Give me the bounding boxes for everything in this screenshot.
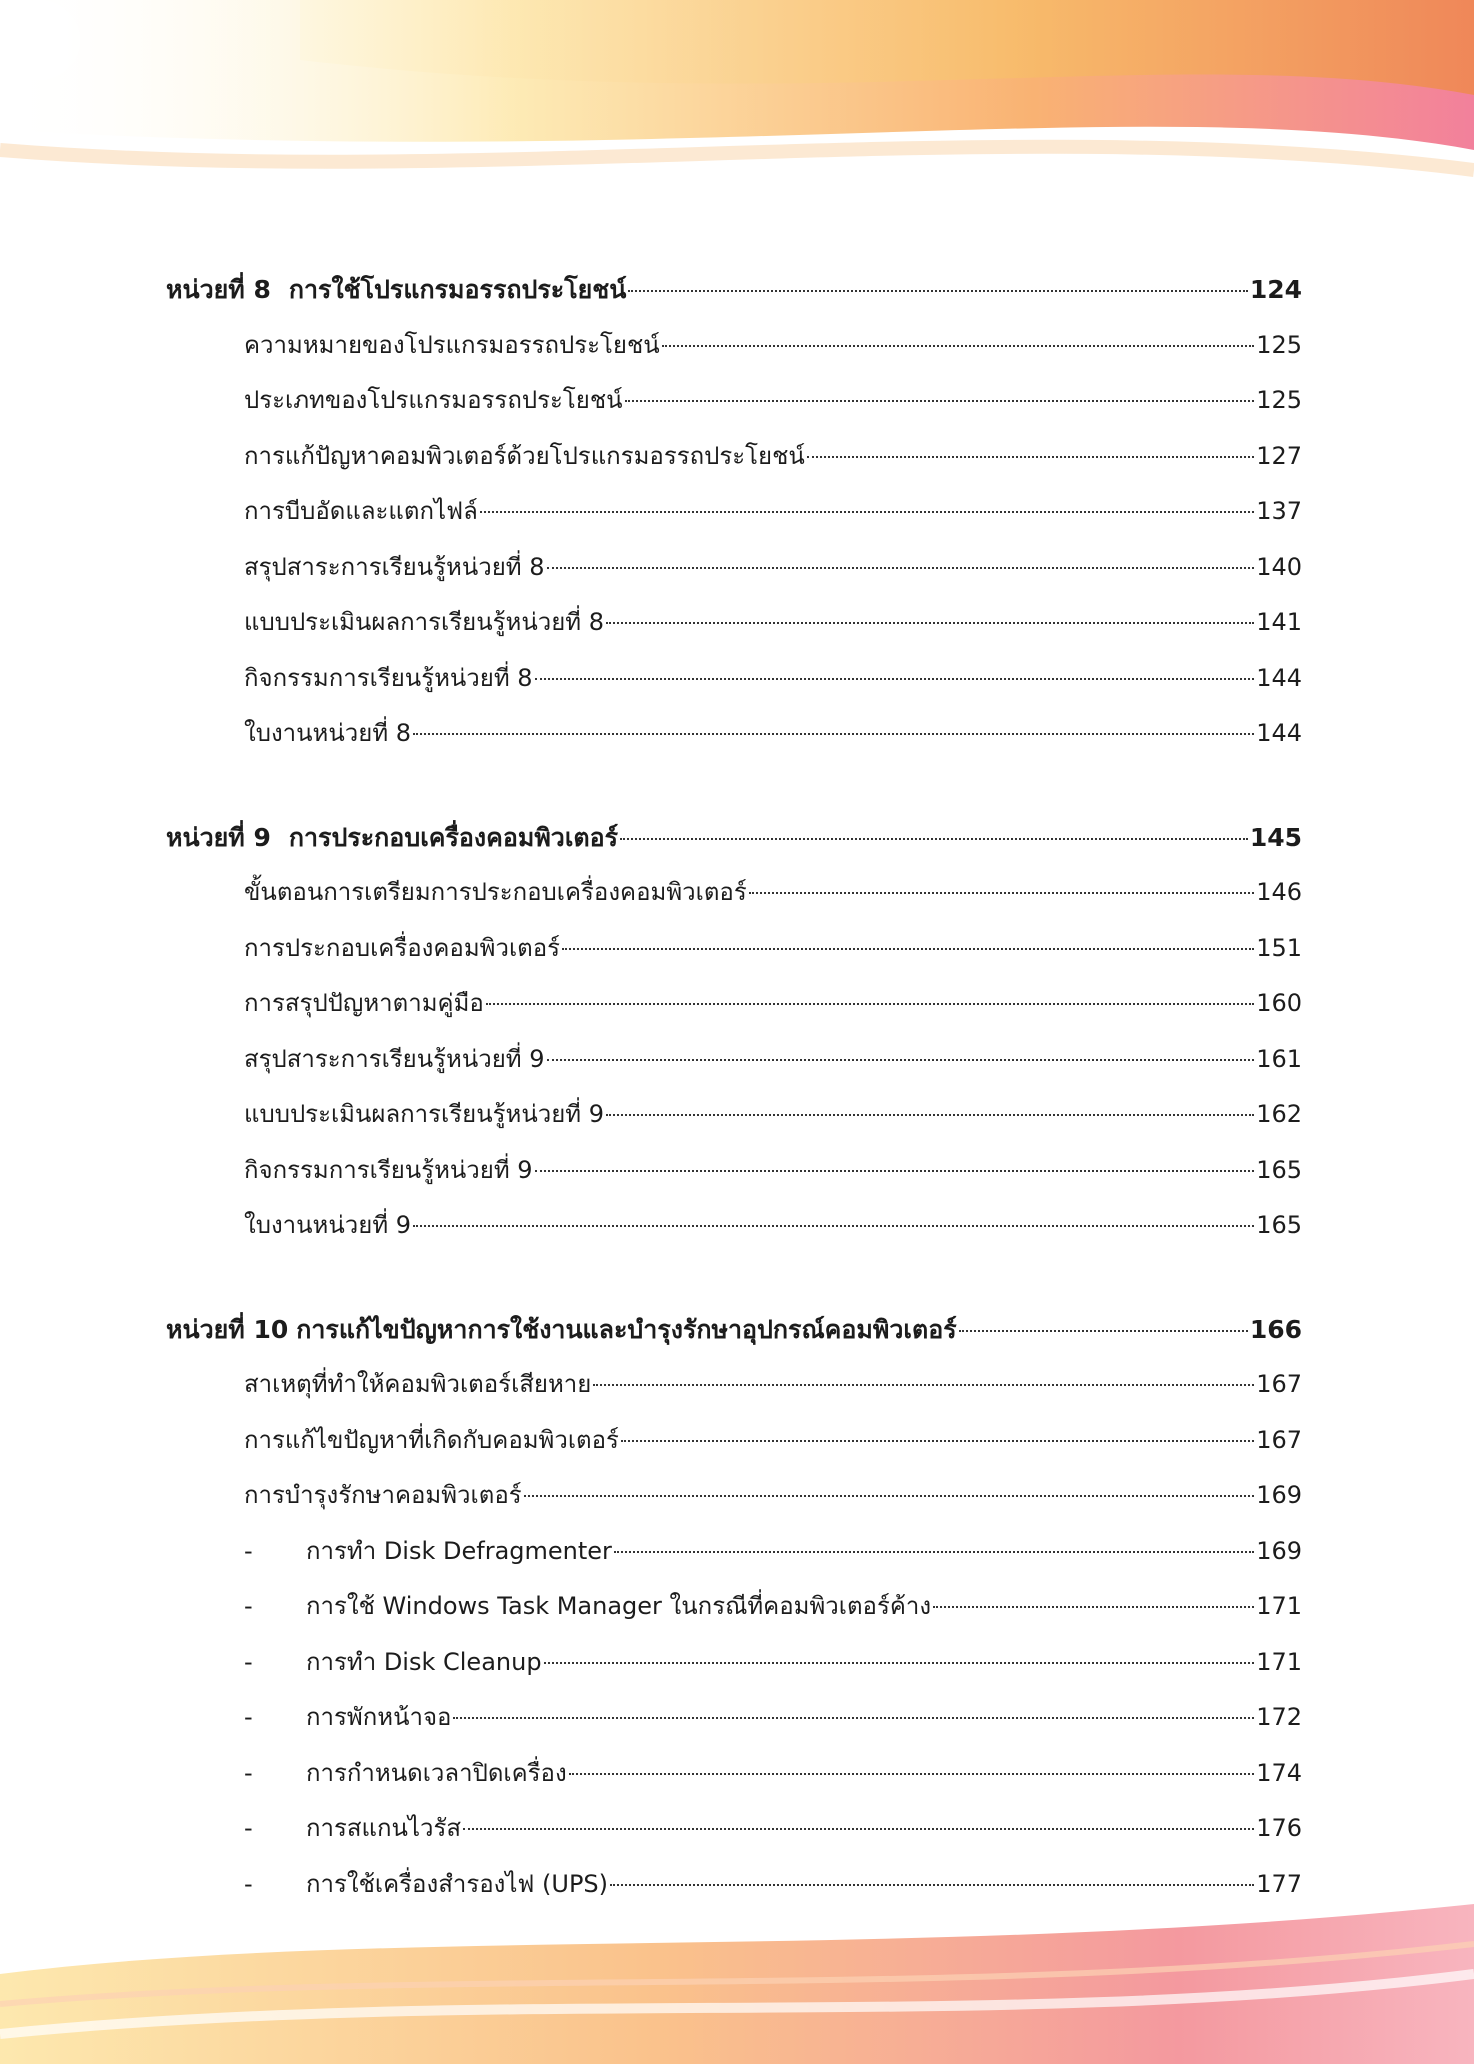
toc-entry[interactable]: การประกอบเครื่องคอมพิวเตอร์ 151 — [166, 921, 1302, 977]
dot-leader — [625, 400, 1255, 402]
page-number: 146 — [1256, 878, 1302, 906]
dot-leader — [614, 1551, 1254, 1553]
page-number: 141 — [1256, 608, 1302, 636]
dot-leader — [621, 1440, 1254, 1442]
toc-subentry[interactable]: - การกำหนดเวลาปิดเครื่อง 174 — [166, 1746, 1302, 1802]
page-number: 145 — [1249, 822, 1302, 852]
page-number: 171 — [1256, 1647, 1302, 1676]
dot-leader — [569, 1773, 1255, 1775]
toc-unit-heading[interactable] — [166, 810, 1302, 866]
toc-unit-heading[interactable] — [166, 1302, 1302, 1358]
dot-leader — [606, 1114, 1254, 1116]
page-number: 165 — [1256, 1211, 1302, 1239]
table-of-contents — [166, 262, 1302, 1960]
toc-subentry[interactable]: - การทำ Disk Cleanup 171 — [166, 1635, 1302, 1691]
dot-leader — [933, 1606, 1254, 1608]
dot-leader — [628, 290, 1247, 292]
page-number: 144 — [1256, 663, 1302, 692]
dot-leader — [807, 456, 1254, 458]
page-number: 167 — [1256, 1370, 1302, 1398]
page-number: 151 — [1256, 933, 1302, 962]
dot-leader — [662, 345, 1255, 347]
toc-entry[interactable]: การแก้ไขปัญหาที่เกิดกับคอมพิวเตอร์ 167 — [166, 1413, 1302, 1469]
dot-leader — [620, 838, 1248, 840]
unit-label: หน่วยที่ 8 — [166, 275, 271, 304]
page-number: 161 — [1256, 1044, 1302, 1073]
dot-leader — [535, 1170, 1255, 1172]
toc-section-unit-10 — [166, 1302, 1302, 1913]
page-number: 167 — [1256, 1425, 1302, 1454]
dot-leader — [524, 1495, 1255, 1497]
toc-entry[interactable]: กิจกรรมการเรียนรู้หน่วยที่ 8 144 — [166, 651, 1302, 707]
dot-leader — [413, 733, 1254, 735]
dot-leader — [486, 1003, 1254, 1005]
page-number: 125 — [1256, 330, 1302, 359]
page-number: 162 — [1256, 1100, 1302, 1128]
bullet-dash: - — [244, 1758, 253, 1787]
bullet-dash: - — [244, 1536, 253, 1565]
dot-leader — [453, 1717, 1254, 1719]
dot-leader — [593, 1384, 1254, 1386]
dot-leader — [606, 622, 1254, 624]
page-number: 140 — [1256, 552, 1302, 581]
toc-subentry[interactable]: - การทำ Disk Defragmenter 169 — [166, 1524, 1302, 1580]
toc-entry[interactable]: ใบงานหน่วยที่ 9 165 — [166, 1198, 1302, 1254]
page-number: 169 — [1256, 1481, 1302, 1509]
toc-entry[interactable]: กิจกรรมการเรียนรู้หน่วยที่ 9 165 — [166, 1143, 1302, 1199]
dot-leader — [749, 892, 1254, 894]
page-number: 144 — [1256, 719, 1302, 747]
toc-entry[interactable]: ขั้นตอนการเตรียมการประกอบเครื่องคอมพิวเตอร์ 146 — [166, 865, 1302, 921]
dot-leader — [562, 948, 1254, 950]
dot-leader — [463, 1828, 1254, 1830]
page-number: 174 — [1256, 1758, 1302, 1787]
toc-entry[interactable]: การบีบอัดและแตกไฟล์ 137 — [166, 484, 1302, 540]
toc-entry[interactable]: การสรุปปัญหาตามคู่มือ 160 — [166, 976, 1302, 1032]
dot-leader — [480, 511, 1254, 513]
toc-entry[interactable]: ประเภทของโปรแกรมอรรถประโยชน์ 125 — [166, 373, 1302, 429]
toc-subentry[interactable]: - การใช้เครื่องสำรองไฟ (UPS) 177 — [166, 1857, 1302, 1913]
bullet-dash: - — [244, 1647, 253, 1676]
toc-entry[interactable]: สาเหตุที่ทำให้คอมพิวเตอร์เสียหาย 167 — [166, 1357, 1302, 1413]
bullet-dash: - — [244, 1869, 253, 1898]
toc-section-unit-8 — [166, 262, 1302, 762]
page-number: 176 — [1256, 1814, 1302, 1842]
unit-title: การประกอบเครื่องคอมพิวเตอร์ — [288, 822, 619, 852]
top-decorative-swoosh — [0, 0, 1474, 200]
toc-entry[interactable]: การบำรุงรักษาคอมพิวเตอร์ 169 — [166, 1468, 1302, 1524]
unit-label: หน่วยที่ 9 — [166, 822, 271, 852]
bullet-dash: - — [244, 1592, 253, 1620]
page-number: 171 — [1256, 1592, 1302, 1620]
page-number: 165 — [1256, 1155, 1302, 1184]
dot-leader — [535, 678, 1255, 680]
dot-leader — [547, 1059, 1255, 1061]
toc-subentry[interactable]: - การสแกนไวรัส 176 — [166, 1801, 1302, 1857]
toc-subentry[interactable]: - การใช้ Windows Task Manager ในกรณีที่คอมพิวเตอร์ค้าง 171 — [166, 1579, 1302, 1635]
page-number: 166 — [1249, 1314, 1302, 1344]
page-number: 177 — [1256, 1869, 1302, 1898]
page-number: 169 — [1256, 1536, 1302, 1565]
toc-unit-heading[interactable] — [166, 262, 1302, 318]
toc-subentry[interactable]: - การพักหน้าจอ 172 — [166, 1690, 1302, 1746]
dot-leader — [413, 1225, 1254, 1227]
dot-leader — [610, 1884, 1254, 1886]
toc-entry[interactable]: สรุปสาระการเรียนรู้หน่วยที่ 9 161 — [166, 1032, 1302, 1088]
bullet-dash: - — [244, 1814, 253, 1842]
unit-title: การใช้โปรแกรมอรรถประโยชน์ — [288, 275, 627, 304]
page-number: 137 — [1256, 497, 1302, 525]
page-number: 172 — [1256, 1703, 1302, 1731]
unit-title: การแก้ไขปัญหาการใช้งานและบำรุงรักษาอุปกรณ์คอมพิวเตอร์ — [296, 1314, 957, 1344]
toc-entry[interactable]: ความหมายของโปรแกรมอรรถประโยชน์ 125 — [166, 318, 1302, 374]
page-number: 125 — [1256, 386, 1302, 414]
page-number: 124 — [1249, 275, 1302, 304]
toc-section-unit-9 — [166, 810, 1302, 1254]
toc-entry[interactable]: แบบประเมินผลการเรียนรู้หน่วยที่ 9 162 — [166, 1087, 1302, 1143]
toc-entry[interactable]: สรุปสาระการเรียนรู้หน่วยที่ 8 140 — [166, 540, 1302, 596]
dot-leader — [547, 567, 1255, 569]
bullet-dash: - — [244, 1703, 253, 1731]
dot-leader — [544, 1662, 1255, 1664]
dot-leader — [959, 1330, 1248, 1332]
page-number: 127 — [1256, 441, 1302, 470]
toc-entry[interactable]: การแก้ปัญหาคอมพิวเตอร์ด้วยโปรแกรมอรรถประโยชน์ 127 — [166, 429, 1302, 485]
toc-entry[interactable]: ใบงานหน่วยที่ 8 144 — [166, 706, 1302, 762]
toc-entry[interactable]: แบบประเมินผลการเรียนรู้หน่วยที่ 8 141 — [166, 595, 1302, 651]
page-number: 160 — [1256, 989, 1302, 1017]
unit-label: หน่วยที่ 10 — [166, 1314, 289, 1344]
